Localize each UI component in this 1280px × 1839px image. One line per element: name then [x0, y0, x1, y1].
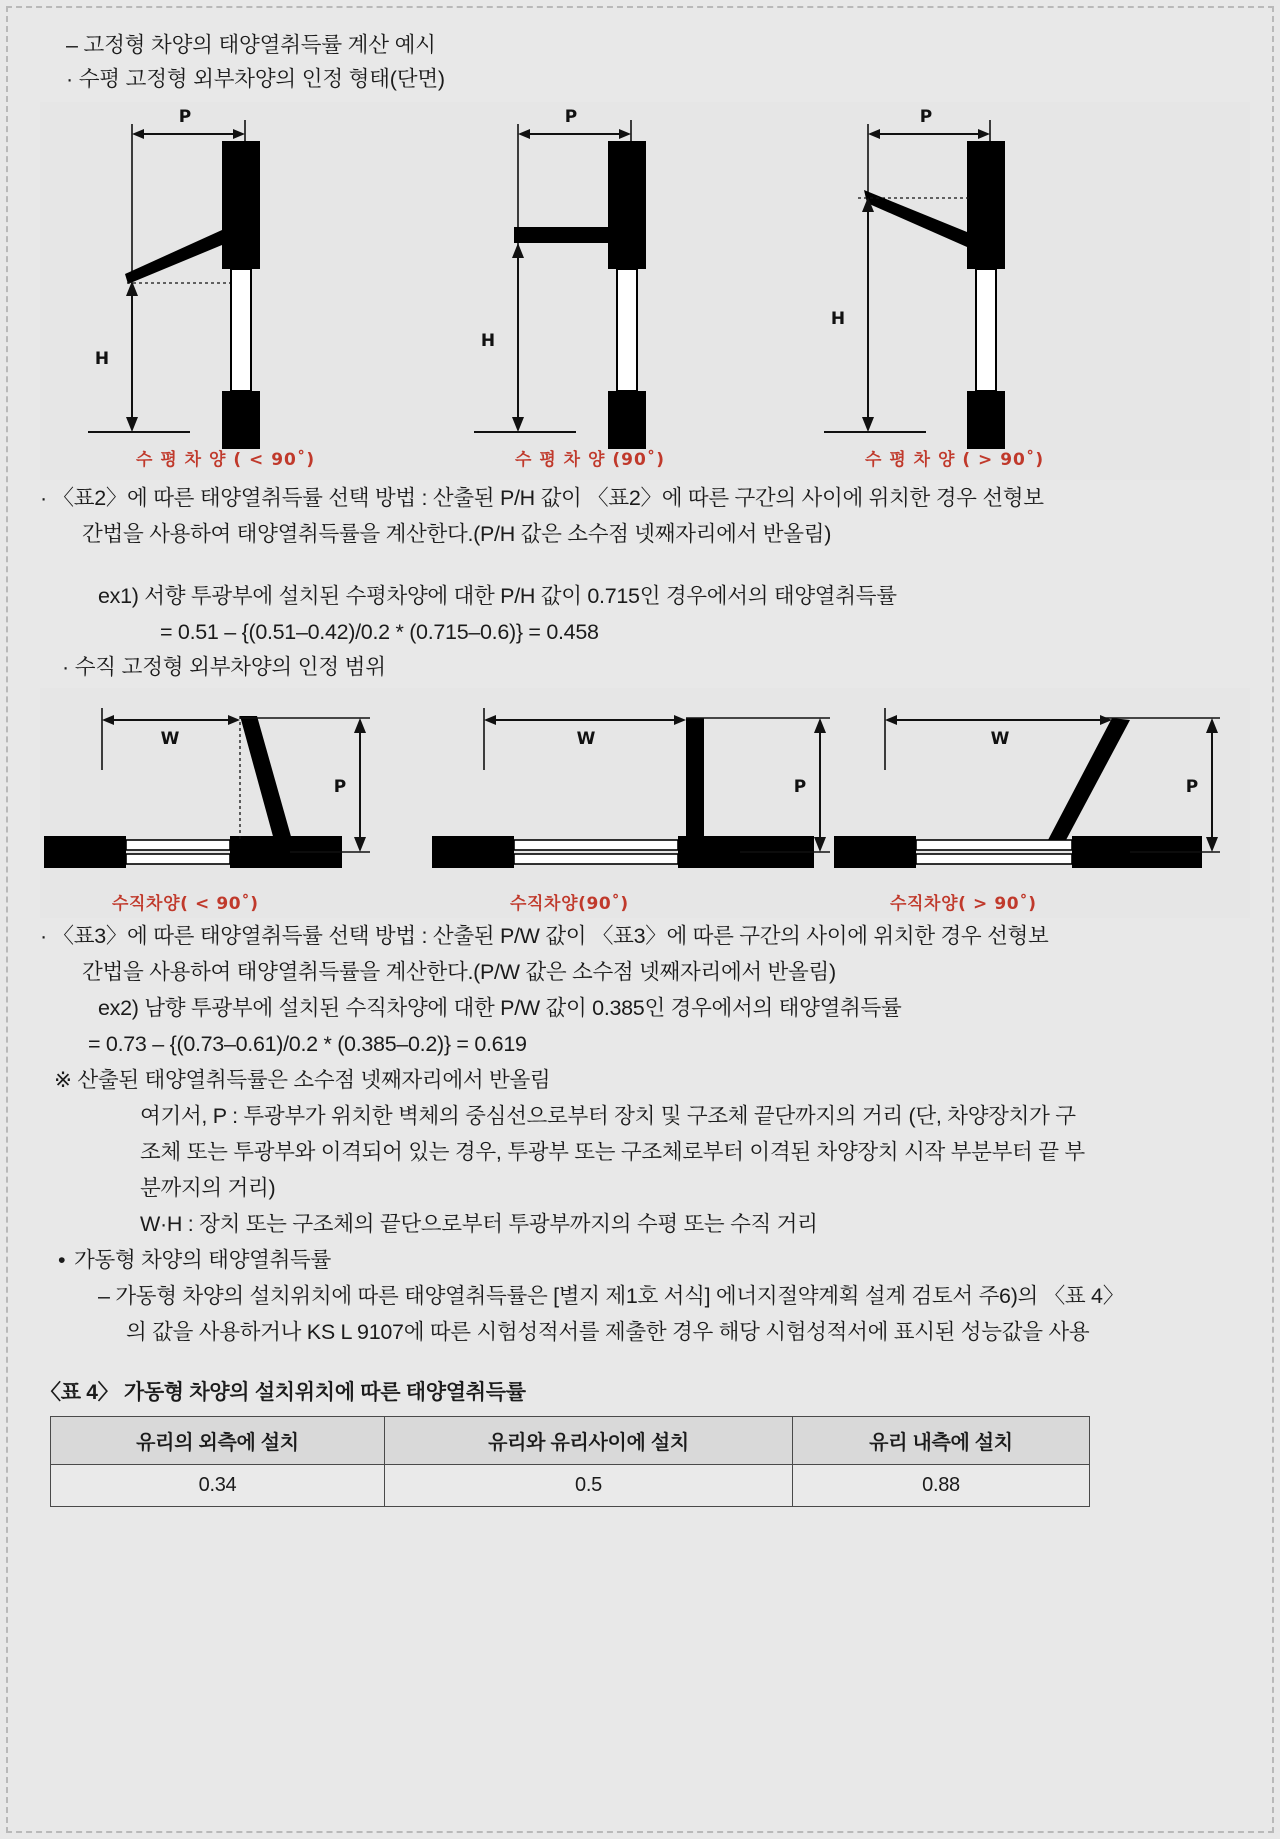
svg-text:W: W	[160, 729, 180, 749]
example1-formula: = 0.51 – {(0.51–0.42)/0.2 * (0.715–0.6)} = 0.458	[160, 620, 599, 644]
subheading-horizontal-shading: · 수평 고정형 외부차양의 인정 형태(단면)	[66, 67, 445, 91]
example2-label: ex2) 남향 투광부에 설치된 수직차양에 대한 P/W 값이 0.385인 경우에서의 태양열취득률	[98, 996, 902, 1020]
svg-text:P: P	[1185, 777, 1199, 797]
caption-horizontal-lt90: 수 평 차 양 ( < 90˚)	[136, 450, 316, 470]
movable-shading-dash-line1: – 가동형 차양의 설치위치에 따른 태양열취득률은 [별지 제1호 서식] 에너지절약계획 설계 검토서 주6)의 〈표 4〉	[98, 1284, 1124, 1308]
table4-header-outer: 유리의 외측에 설치	[51, 1417, 385, 1465]
caption-horizontal-gt90: 수 평 차 양 ( > 90˚)	[865, 450, 1045, 470]
note-wh-definition: W·H : 장치 또는 구조체의 끝단으로부터 투광부까지의 수평 또는 수직 거리	[140, 1212, 818, 1236]
table4-title: 〈표 4〉 가동형 차양의 설치위치에 따른 태양열취득률	[40, 1381, 526, 1404]
method-table3-line2: 간법을 사용하여 태양열취득률을 계산한다.(P/W 값은 소수점 넷째자리에서 반올림)	[82, 960, 836, 984]
caption-vertical-gt90: 수직차양( > 90˚)	[890, 894, 1037, 914]
heading-fixed-shading: – 고정형 차양의 태양열취득률 계산 예시	[66, 33, 436, 57]
svg-text:H: H	[94, 349, 110, 369]
bullet-dot-icon: •	[58, 1248, 66, 1272]
figure-vertical-shading	[40, 688, 1250, 918]
svg-text:P: P	[333, 777, 347, 797]
table4-value-between: 0.5	[385, 1465, 793, 1507]
horizontal-case-eq90	[474, 107, 646, 449]
method-table3-line1: · 〈표3〉에 따른 태양열취득률 선택 방법 : 산출된 P/W 값이 〈표3〉에 따른 구간의 사이에 위치한 경우 선형보	[40, 924, 1049, 948]
note-p-definition-line1: 여기서, P : 투광부가 위치한 벽체의 중심선으로부터 장치 및 구조체 끝단까지의 거리 (단, 차양장치가 구	[140, 1104, 1076, 1128]
svg-text:H: H	[830, 309, 846, 329]
table4-value-inner: 0.88	[793, 1465, 1090, 1507]
figure-horizontal-shading	[40, 102, 1250, 480]
table4-header-row	[51, 1417, 1090, 1465]
svg-text:P: P	[178, 107, 192, 127]
vertical-case-gt90	[834, 708, 1220, 868]
svg-text:H: H	[480, 331, 496, 351]
example2-formula: = 0.73 – {(0.73–0.61)/0.2 * (0.385–0.2)} = 0.619	[88, 1032, 527, 1056]
svg-text:P: P	[919, 107, 933, 127]
caption-horizontal-eq90: 수 평 차 양 (90˚)	[515, 450, 666, 470]
method-table2-line2: 간법을 사용하여 태양열취득률을 계산한다.(P/H 값은 소수점 넷째자리에서 반올림)	[82, 522, 832, 546]
example1-label: ex1) 서향 투광부에 설치된 수평차양에 대한 P/H 값이 0.715인 경우에서의 태양열취득률	[98, 584, 897, 608]
table4-value-outer: 0.34	[51, 1465, 385, 1507]
note-rounding: ※ 산출된 태양열취득률은 소수점 넷째자리에서 반올림	[54, 1068, 551, 1092]
table4-header-inner: 유리 내측에 설치	[793, 1417, 1090, 1465]
svg-text:P: P	[793, 777, 807, 797]
svg-text:W: W	[576, 729, 596, 749]
vertical-case-lt90	[44, 708, 370, 868]
table4	[50, 1416, 1090, 1507]
vertical-shading-svg	[40, 688, 1250, 918]
svg-text:P: P	[564, 107, 578, 127]
document-content	[40, 28, 1250, 1507]
movable-shading-dash-line2: 의 값을 사용하거나 KS L 9107에 따른 시험성적서를 제출한 경우 해당 시험성적서에 표시된 성능값을 사용	[126, 1320, 1090, 1344]
movable-shading-bullet	[40, 1242, 1250, 1278]
horizontal-case-lt90	[88, 107, 260, 449]
caption-vertical-lt90: 수직차양( < 90˚)	[112, 894, 259, 914]
note-p-definition-line3: 분까지의 거리)	[140, 1176, 276, 1200]
note-p-definition-line2: 조체 또는 투광부와 이격되어 있는 경우, 투광부 또는 구조체로부터 이격된 차양장치 시작 부분부터 끝 부	[140, 1140, 1085, 1164]
movable-shading-bullet-text: 가동형 차양의 태양열취득률	[74, 1248, 331, 1272]
caption-vertical-eq90: 수직차양(90˚)	[510, 894, 629, 914]
table4-header-between: 유리와 유리사이에 설치	[385, 1417, 793, 1465]
table4-value-row	[51, 1465, 1090, 1507]
horizontal-shading-svg	[40, 102, 1250, 480]
horizontal-case-gt90	[824, 107, 1005, 449]
vertical-case-eq90	[432, 708, 830, 868]
subheading-vertical-shading: · 수직 고정형 외부차양의 인정 범위	[62, 655, 386, 679]
svg-text:W: W	[990, 729, 1010, 749]
method-table2-line1: · 〈표2〉에 따른 태양열취득률 선택 방법 : 산출된 P/H 값이 〈표2〉에 따른 구간의 사이에 위치한 경우 선형보	[40, 486, 1044, 510]
